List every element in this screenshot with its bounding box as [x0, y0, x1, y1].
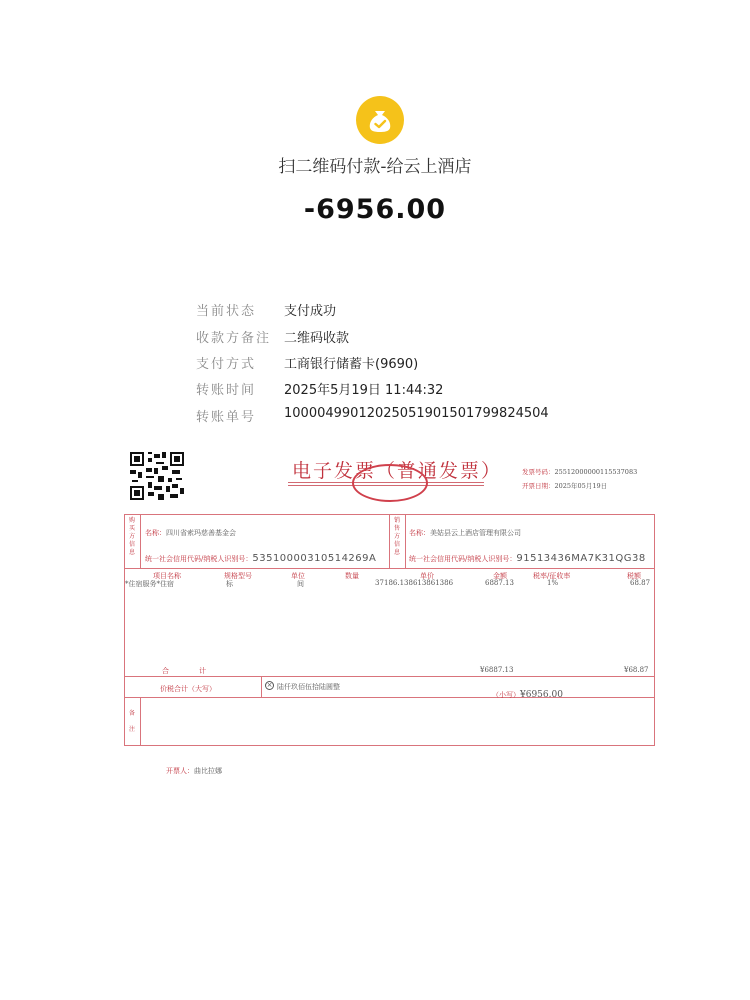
col-header-tax: 税额	[627, 572, 641, 580]
col-divider	[389, 514, 390, 568]
detail-value-status: 支付成功	[284, 304, 337, 319]
detail-value-time: 2025年5月19日 11:44:32	[284, 383, 444, 398]
item-name: *住宿服务*住宿	[125, 580, 174, 588]
col-header-item: 项目名称	[153, 572, 181, 580]
issuer: 开票人：曲比拉娜	[166, 767, 222, 775]
col-header-amount: 金额	[493, 572, 507, 580]
col-header-rate: 税率/征收率	[533, 572, 571, 580]
grand-total-label: 价税合计（大写）	[160, 685, 216, 693]
grand-total-small: （小写）¥6956.00	[492, 690, 563, 700]
invoice-seal-stamp	[352, 464, 428, 502]
detail-value-serial: 100004990120250519015017998245​04	[284, 406, 549, 421]
col-divider	[261, 676, 262, 697]
invoice-number: 发票号码：25512000000115537083	[522, 468, 638, 476]
col-header-unit: 单位	[291, 572, 305, 580]
total-label: 合计	[162, 667, 236, 675]
row-divider	[124, 568, 655, 569]
item-unit: 间	[297, 580, 304, 588]
buyer-name: 名称：四川省索玛慈善基金会	[145, 529, 236, 537]
invoice-issue-date: 开票日期：2025年05月19日	[522, 482, 608, 490]
total-amount: ¥6887.13	[480, 666, 514, 674]
total-tax: ¥68.87	[624, 666, 649, 674]
grand-total-words: 陆仟玖佰伍拾陆圆整	[277, 683, 340, 691]
money-bag-check-icon	[356, 96, 404, 144]
col-header-qty: 数量	[345, 572, 359, 580]
seller-name: 名称：美姑县云上酒店管理有限公司	[409, 529, 521, 537]
detail-value-method: 工商银行储蓄卡(9690)	[284, 357, 419, 372]
qr-code-icon	[130, 452, 184, 500]
cross-circle-icon: ×	[266, 681, 273, 689]
buyer-taxid: 统一社会信用代码/纳税人识别号：53510000310514269A	[145, 553, 377, 564]
col-divider	[140, 697, 141, 746]
item-rate: 1%	[547, 579, 559, 587]
item-tax: 68.87	[630, 579, 651, 587]
payment-logo	[356, 96, 404, 144]
row-divider	[124, 697, 655, 698]
col-divider	[140, 514, 141, 568]
remarks-label: 备注	[128, 710, 135, 733]
detail-value-payee-note: 二维码收款	[284, 331, 350, 346]
seller-taxid: 统一社会信用代码/纳税人识别号：91513436MA7K31QG38	[409, 553, 646, 564]
item-qty: 37	[375, 579, 384, 587]
col-header-spec: 规格型号	[224, 572, 252, 580]
detail-label-status: 当前状态	[196, 304, 257, 319]
item-amount: 6887.13	[485, 579, 514, 587]
detail-label-serial: 转账单号	[196, 410, 257, 425]
col-header-price: 单价	[420, 572, 434, 580]
seller-section-label: 销售方信息	[393, 517, 400, 556]
detail-label-method: 支付方式	[196, 357, 257, 372]
buyer-section-label: 购买方信息	[128, 517, 135, 556]
payment-title: 扫二维码付款-给云上酒店	[278, 157, 472, 177]
detail-label-time: 转账时间	[196, 383, 257, 398]
col-divider	[405, 514, 406, 568]
invoice-title: 电子发票（普通发票）	[292, 460, 503, 482]
payment-amount: -6956.00	[303, 194, 447, 225]
item-spec: 标	[226, 580, 233, 588]
detail-label-payee-note: 收款方备注	[196, 331, 272, 346]
item-price: 186.138613861386	[384, 579, 454, 587]
row-divider	[124, 676, 655, 677]
